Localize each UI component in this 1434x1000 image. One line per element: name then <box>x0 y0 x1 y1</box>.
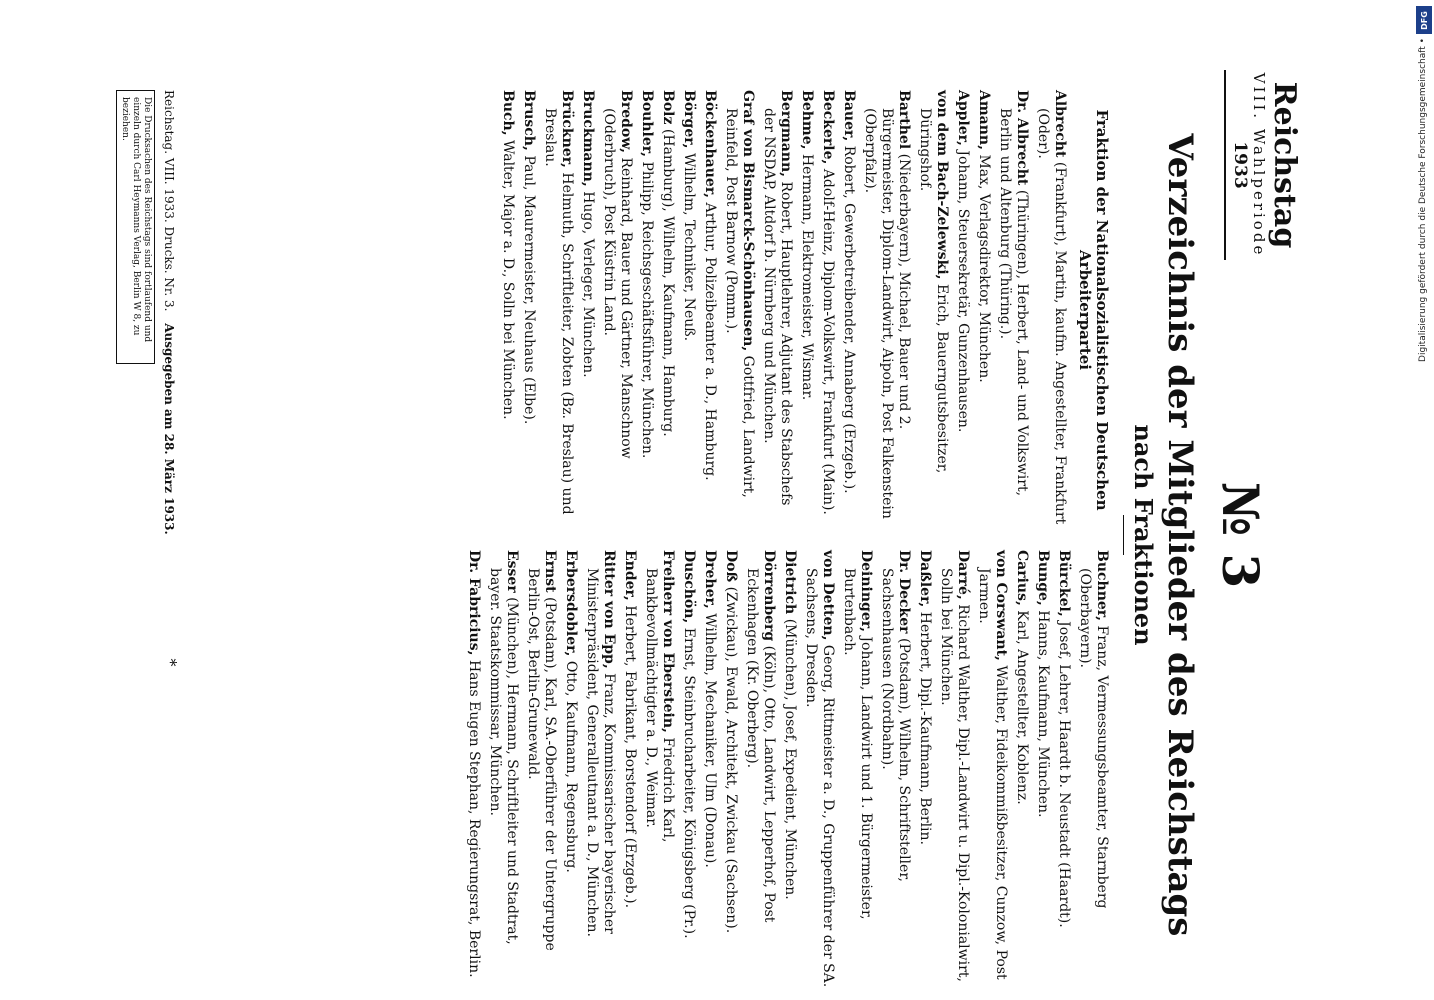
member-entry <box>562 550 579 990</box>
member-name: Albrecht <box>1052 90 1068 158</box>
member-name: Barthel <box>896 90 912 150</box>
member-details: Johann, Landwirt und 1. Bürgermeister, Burtenbach. <box>841 568 874 920</box>
member-details: Adolf-Heinz, Diplom-Volkswirt, Frankfurt (Main). <box>820 168 836 515</box>
member-entry <box>659 90 676 530</box>
member-name: Buchner, <box>1094 550 1110 622</box>
member-entry <box>1034 550 1051 990</box>
member-name: Ernst <box>542 550 558 593</box>
member-entry <box>802 550 836 990</box>
member-name: Graf von Bismarck-Schönhausen, <box>740 90 756 352</box>
member-entry <box>621 550 638 990</box>
member-name: Esser <box>504 550 520 593</box>
member-entry <box>583 550 617 990</box>
member-entry <box>916 90 950 530</box>
member-name: Böckenhauer, <box>702 90 718 199</box>
member-entry <box>861 90 912 530</box>
member-entry <box>701 90 718 530</box>
title-rule <box>1123 515 1124 555</box>
member-details: (Niederbayern), Michael, Bauer und 2. Bürgermeister, Diplom-Landwirt, Aipoln, Post Falkenstein (Oberpfalz). <box>862 108 912 519</box>
member-name: Appler, <box>955 90 971 146</box>
member-details: (Potsdam), Wilhelm, Schriftsteller, Sachsenhausen (Nordbahn). <box>879 568 912 882</box>
member-name: Daßler, <box>917 550 933 608</box>
member-entry <box>524 550 558 990</box>
member-entry <box>499 90 516 530</box>
member-entry <box>743 550 777 990</box>
member-entry <box>878 550 912 990</box>
member-details: Karl, Angestellter, Koblenz. <box>1014 610 1030 805</box>
member-entry <box>701 550 718 990</box>
member-details: Johann, Steuersekretär, Gunzenhausen. <box>955 150 971 433</box>
member-details: Reinhard, Bauer und Gärtner, Manschnow (Oderbruch), Post Küstrin Land. <box>601 108 634 459</box>
member-entry <box>954 90 971 530</box>
member-details: Wilhelm, Mechaniker, Ulm (Donau). <box>702 613 718 868</box>
member-name: Bauer, <box>841 90 857 142</box>
period-year: 1933 <box>1230 141 1250 189</box>
document-number: № 3 <box>1211 481 1270 589</box>
period-prefix: VIII. <box>1250 72 1268 122</box>
member-details: Walther, Fideikommißbesitzer, Cunzow, Post Jarmen. <box>976 568 1009 980</box>
member-name: Brückner, <box>559 90 575 168</box>
member-name: Bunge, <box>1035 550 1051 606</box>
digitization-side-note <box>1412 0 1434 1000</box>
member-details: (Zwickau), Ewald, Architekt, Zwickau (Sachsen). <box>723 586 739 934</box>
digitization-text: Digitalisierung gefördert durch die Deutsche Forschungsgemeinschaft • <box>1418 38 1428 362</box>
faction-heading: Fraktion der Nationalsozialistischen Deutschen Arbeiterpartei <box>1076 109 1111 511</box>
member-details: Ernst, Steinbrucharbeiter, Königsberg (Pr.). <box>681 627 697 939</box>
member-name: Dietrich <box>782 550 798 615</box>
member-entry <box>465 550 482 990</box>
member-details: Franz, Kommissarischer bayerischer Ministerpräsident, Generalleutnant a. D., München. <box>584 568 617 937</box>
member-details: (München), Josef, Expedient, München. <box>782 618 798 900</box>
member-name: Ender, <box>622 550 638 601</box>
member-details: Arthur, Polizeibeamter a. D., Hamburg. <box>702 202 718 481</box>
issued-date: Ausgegeben am 28. März 1933. <box>162 323 176 535</box>
member-details: Robert, Gewerbetreibender, Annaberg (Erzgeb.). <box>841 145 857 494</box>
member-details: (Thüringen), Herbert, Land- und Volkswirt, Berlin und Altenburg (Thüring.). <box>997 108 1030 497</box>
member-entry <box>1076 550 1110 990</box>
member-entry <box>1034 90 1068 530</box>
member-entry <box>722 550 739 990</box>
member-details: Herbert, Dipl.-Kaufmann, Berlin. <box>917 611 933 845</box>
main-title: Verzeichnis der Mitglieder des Reichstags <box>1160 133 1200 937</box>
member-name: Brusch, <box>521 90 537 151</box>
member-details: Franz, Vermessungsbeamter, Starnberg (Oberbayern). <box>1077 568 1110 909</box>
member-entry <box>680 550 697 990</box>
member-entry <box>916 550 933 990</box>
member-name: Duschön, <box>681 550 697 624</box>
member-name: Dr. Fabricius, <box>466 550 482 656</box>
member-name: Bredow, <box>618 90 634 154</box>
footer <box>116 90 180 990</box>
member-details: Richard Walther, Dipl.-Landwirt u. Dipl.-Kolonialwirt, Solln bei München. <box>938 568 971 982</box>
member-name: von Corswant, <box>993 550 1009 661</box>
member-name: Bürckel, <box>1056 550 1072 617</box>
member-entry <box>975 550 1009 990</box>
member-name: Beckerle, <box>820 90 836 165</box>
member-entry <box>937 550 971 990</box>
member-name: Buch, <box>500 90 516 136</box>
dfg-logo-text: DFG <box>1419 10 1429 30</box>
member-entry <box>840 90 857 530</box>
member-entry <box>486 550 520 990</box>
member-name: Bergmann, <box>778 90 794 178</box>
member-details: Helmuth, Schriftleiter, Zobten (Bz. Breslau) und Breslau. <box>542 108 575 515</box>
member-entry <box>541 90 575 530</box>
member-details: Gottfried, Landwirt, Reinfeld, Post Barnow (Pomm.). <box>723 108 756 498</box>
member-name: von dem Bach-Zelewski, <box>934 90 950 280</box>
member-details: Max, Verlagsdirektor, München. <box>976 154 992 383</box>
member-details: Hanns, Kaufmann, München. <box>1035 610 1051 818</box>
member-name: von Detten, <box>820 550 836 641</box>
member-name: Behme, <box>799 90 815 150</box>
member-name: Amann, <box>976 90 992 150</box>
member-entry <box>798 90 815 530</box>
member-details: Josef, Lehrer, Haardt b. Neustadt (Haardt). <box>1056 621 1072 928</box>
member-name: Dr. Decker <box>896 550 912 634</box>
member-details: Erich, Bauerngutsbesitzer, Düringshof. <box>917 108 950 474</box>
member-name: Bruckmann, <box>580 90 596 187</box>
member-details: (Potsdam), Karl, SA.-Oberführer der Untergruppe Berlin-Ost, Berlin-Grunewald. <box>525 568 558 951</box>
member-entry <box>722 90 756 530</box>
member-details: Philipp, Reichsgeschäftsführer, München. <box>639 161 655 459</box>
member-details: Georg, Rittmeister a. D., Gruppenführer der SA. Sachsens, Dresden. <box>803 568 836 988</box>
member-details: Hugo, Verleger, München. <box>580 191 596 378</box>
document-page <box>60 70 1310 1000</box>
member-name: Ritter von Epp, <box>601 550 617 669</box>
member-name: Darré, <box>955 550 971 600</box>
member-details: Robert, Hauptlehrer, Adjutant des Stabschefs der NSDAP, Altdorf b. Nürnberg und München. <box>761 108 794 506</box>
member-name: Dörrenberg <box>761 550 777 642</box>
member-entry <box>975 90 992 530</box>
member-name: Bolz <box>660 90 676 125</box>
right-column <box>461 550 1110 990</box>
member-name: Deininger, <box>858 550 874 632</box>
member-entry <box>520 90 537 530</box>
member-details: Walter, Major a. D., Solln bei München. <box>500 140 516 420</box>
asterisk-mark: * <box>161 658 180 667</box>
member-entry <box>642 550 676 990</box>
member-details: (Frankfurt), Martin, kaufm. Angestellter, Frankfurt (Oder). <box>1035 108 1068 525</box>
member-entry <box>600 90 634 530</box>
member-entry <box>840 550 874 990</box>
member-name: Dr. Albrecht <box>1014 90 1030 186</box>
member-entry <box>819 90 836 530</box>
member-entry <box>680 90 697 530</box>
member-details: (Köln), Otto, Landwirt, Lepperhof, Post Eckenhagen (Kr. Oberberg). <box>744 568 777 923</box>
member-entry <box>996 90 1030 530</box>
period-label: Wahlperiode <box>1250 128 1268 258</box>
reichstag-label: Reichstag <box>1267 81 1302 249</box>
member-details: Hans Eugen Stephan, Regierungsrat, Berlin. <box>466 659 482 978</box>
member-details: Herbert, Fabrikant, Borstendorf (Erzgeb.). <box>622 605 638 909</box>
member-details: Otto, Kaufmann, Regensburg. <box>563 660 579 873</box>
member-details: (München), Hermann, Schriftleiter und Stadtrat, bayer. Staatskommissar, München. <box>487 568 520 945</box>
print-line: Reichstag. VIII. 1933. Drucks. Nr. 3. <box>162 90 176 312</box>
member-name: Dreher, <box>702 550 718 609</box>
member-entry <box>781 550 798 990</box>
member-details: Wilhelm, Techniker, Neuß. <box>681 152 697 342</box>
member-details: Paul, Maurermeister, Neuhaus (Elbe). <box>521 155 537 425</box>
member-name: Carius, <box>1014 550 1030 606</box>
member-entry <box>1013 550 1030 990</box>
member-details: (Hamburg), Wilhelm, Kaufmann, Hamburg. <box>660 128 676 437</box>
member-details: Hermann, Elektromeister, Wismar. <box>799 153 815 401</box>
member-name: Erbersdobler, <box>563 550 579 657</box>
member-entry <box>760 90 794 530</box>
member-entry <box>638 90 655 530</box>
member-name: Doß <box>723 550 739 583</box>
left-column <box>495 90 1110 530</box>
member-entry <box>1055 550 1072 990</box>
sub-title: nach Fraktionen <box>1129 424 1158 646</box>
publisher-note: Die Drucksachen des Reichstags sind fortlaufend und einzeln durch Carl Heymanns Verlag, Berlin W 8, zu beziehen. <box>116 90 155 364</box>
member-details: Friedrich Karl, Bankbevollmächtigter a. D., Weimar. <box>643 568 676 843</box>
member-name: Börger, <box>681 90 697 149</box>
member-name: Bouhler, <box>639 90 655 157</box>
member-entry <box>579 90 596 530</box>
member-name: Freiherr von Eberstein, <box>660 550 676 733</box>
